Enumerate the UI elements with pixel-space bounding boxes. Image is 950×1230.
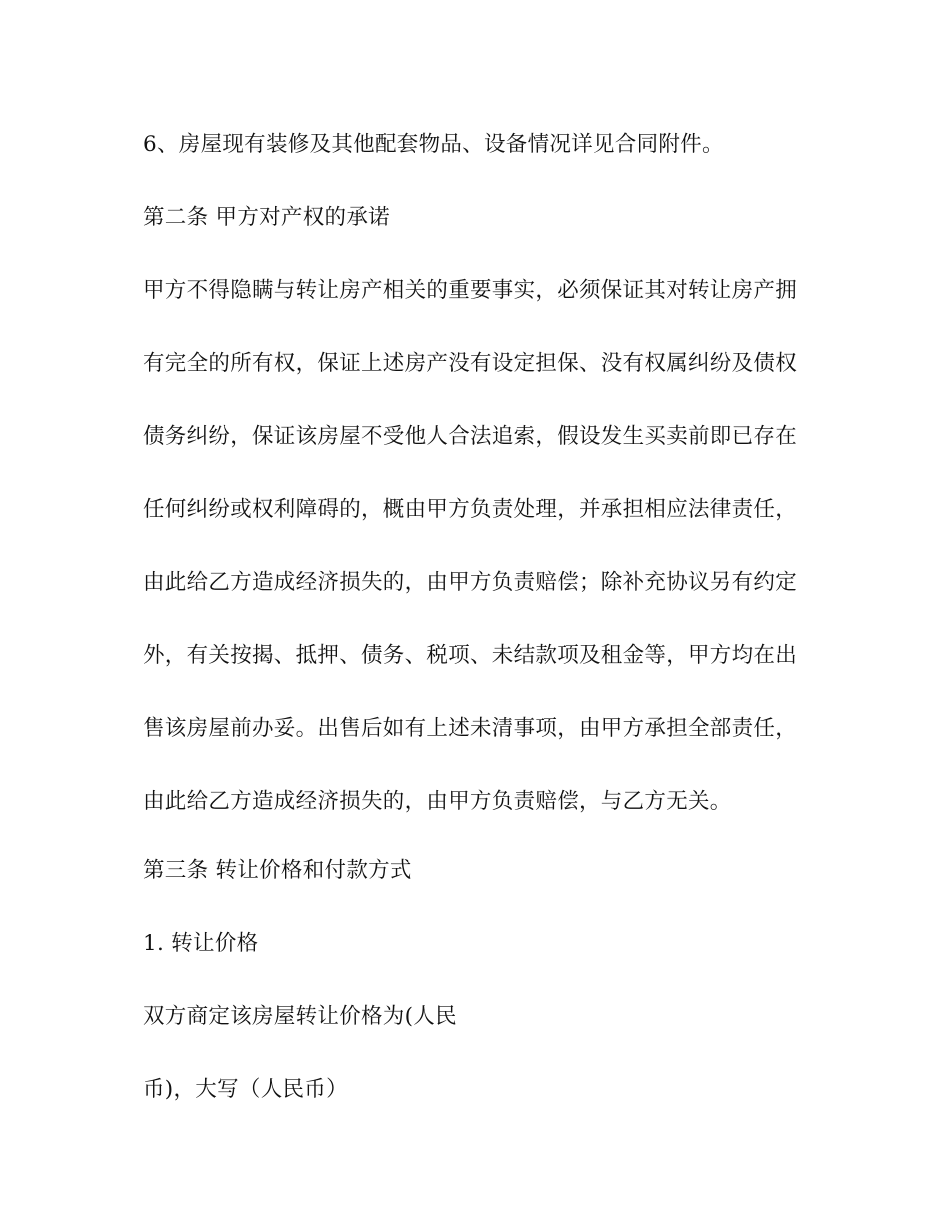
section-heading-3: 第三条 转让价格和付款方式 (143, 858, 412, 883)
paragraph-line-5: 债务纠纷，保证该房屋不受他人合法追索，假设发生买卖前即已存在 (143, 424, 798, 449)
paragraph-line-7: 由此给乙方造成经济损失的，由甲方负责赔偿；除补充协议另有约定 (143, 570, 798, 595)
paragraph-line-10: 由此给乙方造成经济损失的，由甲方负责赔偿，与乙方无关。 (143, 789, 732, 814)
subsection-heading: 1. 转让价格 (143, 931, 259, 956)
paragraph-line-13: 双方商定该房屋转让价格为(人民 (143, 1004, 457, 1029)
section-heading-2: 第二条 甲方对产权的承诺 (143, 205, 390, 230)
paragraph-line-6: 任何纠纷或权利障碍的，概由甲方负责处理，并承担相应法律责任， (143, 497, 798, 522)
paragraph-line-9: 售该房屋前办妥。出售后如有上述未清事项，由甲方承担全部责任， (143, 716, 798, 741)
paragraph-line-3: 甲方不得隐瞒与转让房产相关的重要事实，必须保证其对转让房产拥 (143, 278, 798, 303)
paragraph-line-8: 外，有关按揭、抵押、债务、税项、未结款项及租金等，甲方均在出 (143, 643, 798, 668)
paragraph-line-1: 6、房屋现有装修及其他配套物品、设备情况详见合同附件。 (143, 132, 724, 157)
paragraph-line-14: 币)，大写（人民币） (143, 1077, 348, 1102)
paragraph-line-4: 有完全的所有权，保证上述房产没有设定担保、没有权属纠纷及债权 (143, 351, 798, 376)
